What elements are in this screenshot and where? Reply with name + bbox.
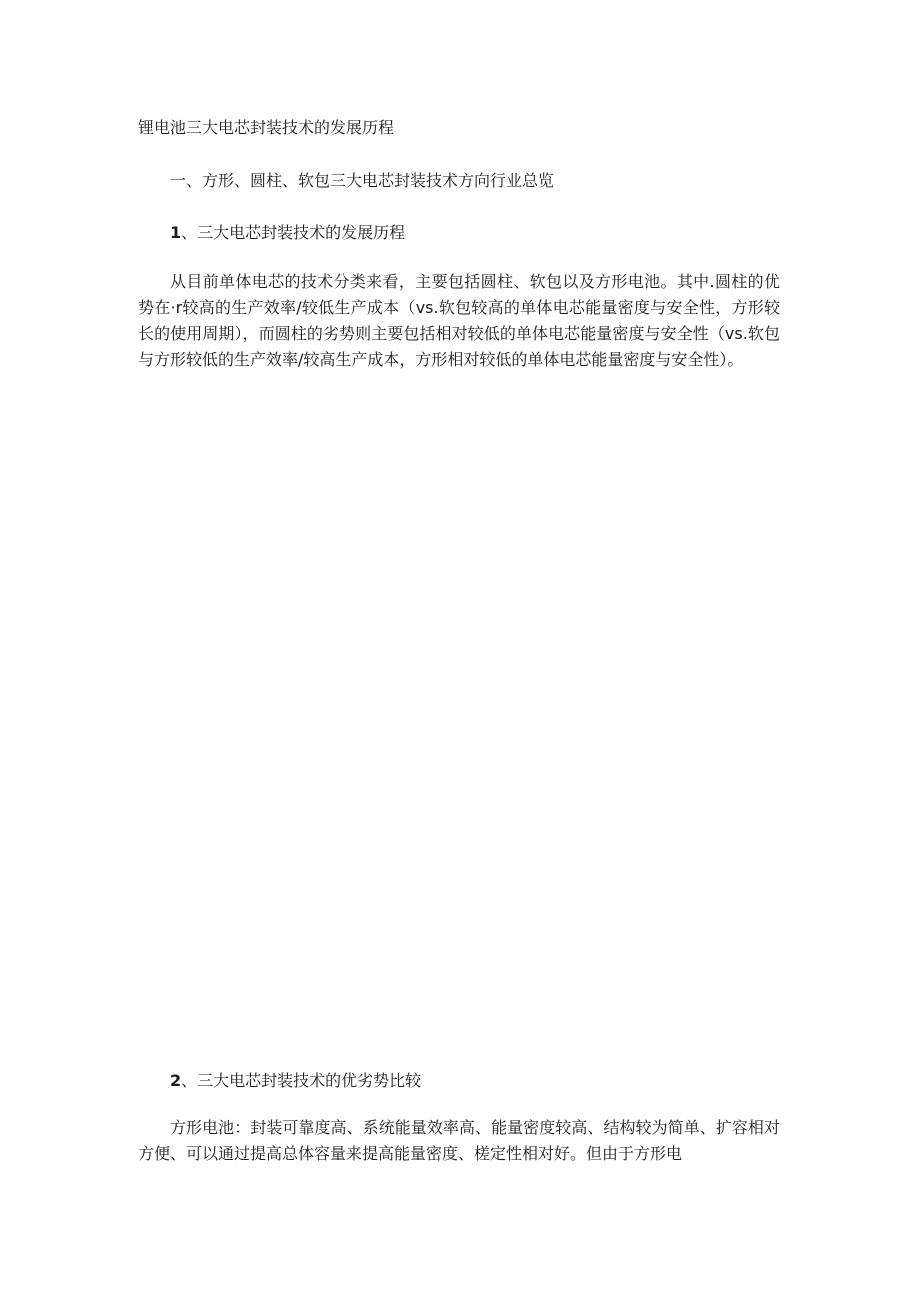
subsection-title: 、三大电芯封装技术的优劣势比较 [181,1071,422,1090]
subsection-heading-history [170,223,405,243]
subsection-title: 、三大电芯封装技术的发展历程 [181,223,406,242]
paragraph-technology-classification: 从目前单体电芯的技术分类来看，主要包括圆柱、软包以及方形电池。其中.圆柱的优势在·r较高的生产效率/较低生产成本（vs.软包较高的单体电芯能量密度与安全性，方形较长的使用周期），而圆柱的劣势则主要包括相对较低的单体电芯能量密度与安全性（vs.软包与方形较低的生产效率/较高生产成本，方形相对较低的单体电芯能量密度与安全性）。 [138,272,780,369]
paragraph-prismatic-battery: 方形电池：封装可靠度高、系统能量效率高、能量密度较高、结构较为简单、扩容相对方便、可以通过提高总体容量来提高能量密度、槎定性相对好。但由于方形电 [138,1118,780,1163]
subsection-heading-comparison [170,1071,421,1091]
subsection-number: 1 [170,223,182,242]
subsection-number: 2 [170,1071,182,1090]
section-heading-overview: 一、方形、圆柱、软包三大电芯封装技术方向行业总览 [170,171,555,190]
document-title: 锂电池三大电芯封装技术的发展历程 [138,118,395,137]
